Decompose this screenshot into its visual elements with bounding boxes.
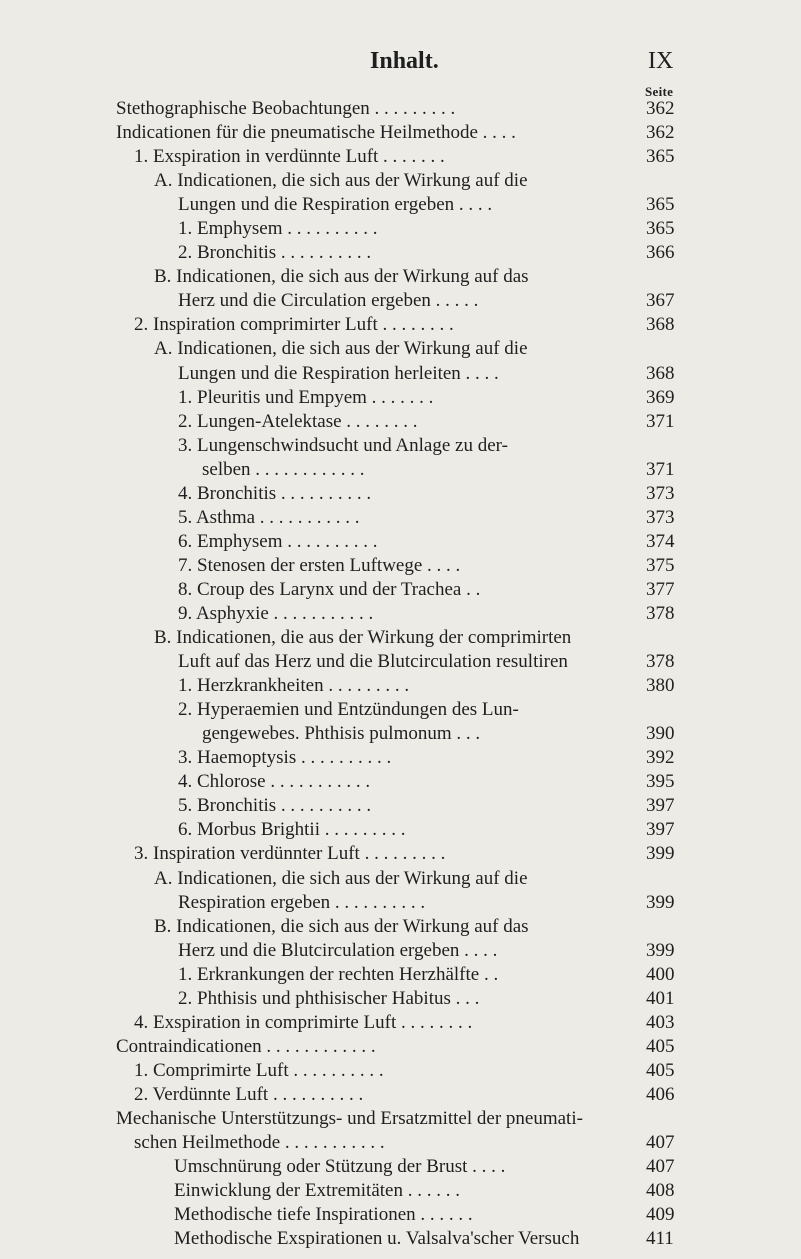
toc-entry-page: 403 [646,1011,675,1033]
toc-entry-title: Luft auf das Herz und die Blutcirculation resultiren [178,651,568,673]
toc-entry-page: 390 [646,723,675,745]
toc-entry-page: 395 [646,771,675,793]
toc-entry [116,386,716,410]
toc-entry-title: Methodische tiefe Inspirationen . . . . . . [174,1204,473,1226]
toc-entry [116,289,716,313]
toc-entry-page: 365 [646,218,675,240]
toc-entry [116,674,716,698]
toc-entry [116,506,716,530]
toc-entry [116,1155,716,1179]
toc-entry [116,121,716,145]
toc-entry-title: 2. Inspiration comprimirter Luft . . . . . . . . [134,314,454,336]
toc-entry-title: Lungen und die Respiration ergeben . . . . [178,194,493,216]
toc-entry [116,313,716,337]
toc-entry-title: 3. Lungenschwindsucht und Anlage zu der- [178,434,508,456]
toc-entry [116,1059,716,1083]
toc-entry-page: 366 [646,242,675,264]
toc-entry-title: 1. Comprimirte Luft . . . . . . . . . . [134,1059,384,1081]
toc-entry [116,97,716,121]
toc-entry-title: B. Indicationen, die sich aus der Wirkung auf das [154,915,529,937]
toc-entry-page: 411 [646,1228,674,1250]
toc-entry-page: 405 [646,1059,675,1081]
toc-entry [116,1107,716,1131]
toc-entry-page: 371 [646,458,675,480]
toc-entry-title: Indicationen für die pneumatische Heilmethode . . . . [116,122,516,144]
toc-entry-page: 373 [646,506,675,528]
toc-entry [116,410,716,434]
toc-entry-page: 409 [646,1204,675,1226]
toc-entry-page: 392 [646,747,675,769]
toc-entry [116,241,716,265]
toc-entry [116,193,716,217]
toc-entry [116,434,716,458]
toc-entry-title: 1. Herzkrankheiten . . . . . . . . . [178,675,410,697]
toc-entry-title: schen Heilmethode . . . . . . . . . . . [134,1132,385,1154]
toc-entry-title: Lungen und die Respiration herleiten . . . . [178,362,499,384]
toc-entry [116,530,716,554]
toc-entry [116,746,716,770]
toc-entry [116,145,716,169]
toc-entry-title: 2. Bronchitis . . . . . . . . . . [178,242,372,264]
toc-entry-page: 362 [646,122,675,144]
toc-entry-title: 9. Asphyxie . . . . . . . . . . . [178,602,374,624]
toc-entry [116,891,716,915]
table-of-contents [116,97,716,1251]
toc-entry [116,915,716,939]
toc-entry-page: 399 [646,939,675,961]
toc-entry-page: 371 [646,410,675,432]
toc-entry-page: 407 [646,1132,675,1154]
toc-entry-page: 362 [646,98,675,119]
toc-entry [116,217,716,241]
toc-entry [116,794,716,818]
toc-entry [116,722,716,746]
toc-entry [116,602,716,626]
toc-entry-page: 407 [646,1156,675,1178]
toc-entry-page: 397 [646,795,675,817]
toc-entry-page: 365 [646,194,675,216]
toc-entry-title: 4. Chlorose . . . . . . . . . . . [178,771,371,793]
toc-entry [116,362,716,386]
toc-entry-title: 2. Lungen-Atelektase . . . . . . . . [178,410,418,432]
toc-entry-title: A. Indicationen, die sich aus der Wirkung auf die [154,867,528,889]
toc-entry-title: 3. Inspiration verdünnter Luft . . . . . . . . . [134,843,446,865]
toc-entry-page: 400 [646,963,675,985]
toc-entry-title: 7. Stenosen der ersten Luftwege . . . . [178,554,461,576]
toc-entry-page: 377 [646,578,675,600]
toc-entry-page: 374 [646,530,675,552]
toc-entry-title: Herz und die Blutcirculation ergeben . . . . [178,939,498,961]
toc-entry-page: 375 [646,554,675,576]
toc-entry-title: Contraindicationen . . . . . . . . . . . . [116,1035,376,1057]
toc-entry-title: gengewebes. Phthisis pulmonum . . . [202,723,481,745]
toc-entry-title: A. Indicationen, die sich aus der Wirkung auf die [154,338,528,360]
toc-entry [116,578,716,602]
toc-entry-title: 8. Croup des Larynx und der Trachea . . [178,578,481,600]
toc-entry [116,939,716,963]
toc-entry [116,1203,716,1227]
toc-entry-page: 368 [646,362,675,384]
page-number-roman: IX [648,48,674,74]
toc-entry-title: Herz und die Circulation ergeben . . . . . [178,290,479,312]
toc-entry [116,169,716,193]
toc-entry [116,458,716,482]
toc-entry-title: Respiration ergeben . . . . . . . . . . [178,891,426,913]
running-title: Inhalt. [370,48,439,74]
page-column-label: Seite [645,84,674,99]
toc-entry [116,1035,716,1059]
toc-entry [116,1011,716,1035]
toc-entry-page: 397 [646,819,675,841]
toc-entry-title: 1. Pleuritis und Empyem . . . . . . . [178,386,434,408]
toc-entry-page: 367 [646,290,675,312]
toc-entry-title: 6. Morbus Brightii . . . . . . . . . [178,819,406,841]
toc-entry-title: B. Indicationen, die sich aus der Wirkung auf das [154,266,529,288]
toc-entry-title: 4. Exspiration in comprimirte Luft . . . . . . . . [134,1011,473,1033]
toc-entry-page: 401 [646,987,675,1009]
toc-entry-title: Umschnürung oder Stützung der Brust . . . . [174,1156,506,1178]
page-header [0,48,801,80]
toc-entry [116,265,716,289]
toc-entry [116,867,716,891]
toc-entry [116,1131,716,1155]
toc-entry [116,482,716,506]
toc-entry-title: 5. Bronchitis . . . . . . . . . . [178,795,372,817]
toc-entry [116,698,716,722]
toc-entry [116,337,716,361]
toc-entry [116,626,716,650]
toc-entry-page: 405 [646,1035,675,1057]
toc-entry-page: 365 [646,146,675,168]
toc-entry-title: 3. Haemoptysis . . . . . . . . . . [178,747,392,769]
toc-entry-title: Einwicklung der Extremitäten . . . . . . [174,1180,460,1202]
toc-entry-title: 1. Erkrankungen der rechten Herzhälfte . . [178,963,499,985]
toc-entry [116,963,716,987]
toc-entry-page: 406 [646,1083,675,1105]
toc-entry-page: 368 [646,314,675,336]
toc-entry [116,554,716,578]
toc-entry-title: Stethographische Beobachtungen . . . . . . . . . [116,98,456,119]
toc-entry-page: 369 [646,386,675,408]
toc-entry [116,650,716,674]
toc-entry-title: 2. Phthisis und phthisischer Habitus . . . [178,987,480,1009]
toc-entry-page: 380 [646,675,675,697]
toc-entry-page: 399 [646,843,675,865]
toc-entry-page: 408 [646,1180,675,1202]
toc-entry-page: 378 [646,651,675,673]
toc-entry-title: Methodische Exspirationen u. Valsalva'scher Versuch [174,1228,580,1250]
toc-entry-title: 1. Exspiration in verdünnte Luft . . . . . . . [134,146,445,168]
toc-entry [116,842,716,866]
toc-entry [116,1179,716,1203]
toc-entry [116,818,716,842]
toc-entry-page: 378 [646,602,675,624]
toc-entry-title: 1. Emphysem . . . . . . . . . . [178,218,378,240]
toc-entry [116,770,716,794]
toc-entry-title: 2. Hyperaemien und Entzündungen des Lun- [178,699,519,721]
toc-entry-title: Mechanische Unterstützungs- und Ersatzmittel der pneumati- [116,1107,583,1129]
toc-entry-title: 4. Bronchitis . . . . . . . . . . [178,482,372,504]
toc-entry-title: 2. Verdünnte Luft . . . . . . . . . . [134,1083,364,1105]
toc-entry-title: B. Indicationen, die aus der Wirkung der comprimirten [154,627,572,649]
toc-entry-page: 373 [646,482,675,504]
toc-entry-title: 6. Emphysem . . . . . . . . . . [178,530,378,552]
toc-entry-title: 5. Asthma . . . . . . . . . . . [178,506,360,528]
toc-entry [116,1083,716,1107]
toc-entry-title: A. Indicationen, die sich aus der Wirkung auf die [154,170,528,192]
toc-entry [116,1227,716,1251]
toc-entry-page: 399 [646,891,675,913]
toc-entry [116,987,716,1011]
toc-entry-title: selben . . . . . . . . . . . . [202,458,365,480]
